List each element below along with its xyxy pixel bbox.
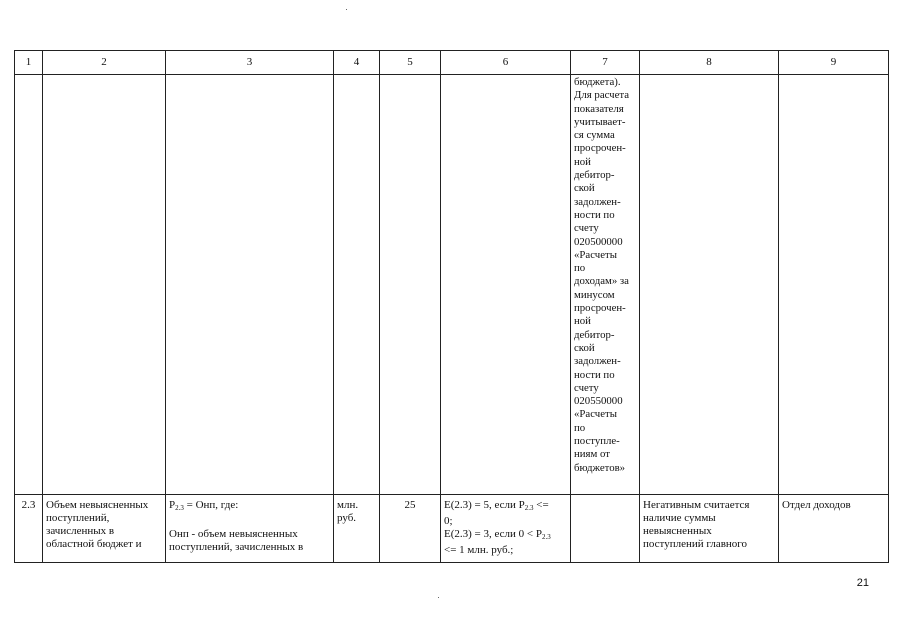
col8-cell xyxy=(640,495,779,563)
weight: 25 xyxy=(404,499,416,511)
row-number-cell xyxy=(15,495,43,563)
text-line: <= 1 млн. руб.; xyxy=(444,544,514,556)
document-table xyxy=(14,50,889,563)
text-line: задолжен- xyxy=(574,355,621,368)
header-cell-8: 8 xyxy=(640,51,779,75)
text-line: 020500000 xyxy=(574,235,623,248)
weight-cell xyxy=(380,495,441,563)
cont-cell-5 xyxy=(380,75,441,495)
scoring xyxy=(441,495,570,559)
text-line: ности по xyxy=(574,368,615,381)
text-line: зачисленных в xyxy=(46,525,115,537)
col7-continuation-text xyxy=(571,75,639,475)
row-number: 2.3 xyxy=(21,499,36,511)
text-line: ской xyxy=(574,341,595,354)
cont-cell-7 xyxy=(571,75,640,495)
text-line: ной xyxy=(574,155,591,168)
col7-value xyxy=(571,495,639,501)
text-line: доходам» за xyxy=(574,275,629,288)
text-line: областной бюджет и xyxy=(46,538,142,550)
text-line: задолжен- xyxy=(574,195,621,208)
header-cell-6: 6 xyxy=(441,51,571,75)
text-line: бюджета). xyxy=(574,76,621,88)
text-line: млн. xyxy=(337,499,359,511)
formula-symbol: P xyxy=(169,499,176,511)
text-line: поступлений, xyxy=(46,512,110,524)
formula-subscript: 2.3 xyxy=(175,504,184,512)
cont-cell-3 xyxy=(166,75,334,495)
text-line: дебитор- xyxy=(574,169,615,182)
text-line: поступлений, зачисленных в xyxy=(169,541,304,553)
text-line: счету xyxy=(574,222,599,235)
text-line: Онп - объем невыясненных xyxy=(169,528,298,540)
header-cell-1: 1 xyxy=(15,51,43,75)
text-line: Негативным считается xyxy=(643,499,750,511)
col8-text xyxy=(640,495,778,553)
header-cell-7: 7 xyxy=(571,51,640,75)
col7-cell xyxy=(571,495,640,563)
formula xyxy=(166,495,333,556)
scoring-cell xyxy=(441,495,571,563)
indicator-name xyxy=(43,495,165,553)
text-line: по xyxy=(574,421,586,434)
text-line: Для расчета xyxy=(574,89,630,102)
unit-cell xyxy=(334,495,380,563)
header-cell-9: 9 xyxy=(779,51,889,75)
formula-cell xyxy=(166,495,334,563)
text-line: «Расчеты xyxy=(574,408,617,421)
responsible-department: Отдел доходов xyxy=(782,499,851,511)
text-line: учитывает- xyxy=(574,115,626,128)
text-line: E(2.3) = 5, если $P_{2.3}$ <= xyxy=(444,499,549,512)
text-line: «Расчеты xyxy=(574,248,617,261)
cont-cell-6 xyxy=(441,75,571,495)
text-line: руб. xyxy=(337,512,357,524)
text-line: E(2.3) = 3, если $0 < P_{2.3}$ xyxy=(444,528,551,541)
cont-cell-4 xyxy=(334,75,380,495)
unit xyxy=(334,495,379,527)
header-row xyxy=(15,51,889,75)
header-cell-3: 3 xyxy=(166,51,334,75)
header-cell-2: 2 xyxy=(43,51,166,75)
indicator-name-cell xyxy=(43,495,166,563)
formula-line xyxy=(169,499,330,515)
text-line: бюджетов» xyxy=(574,461,626,474)
text-line: дебитор- xyxy=(574,328,615,341)
header-cell-4: 4 xyxy=(334,51,380,75)
page-number: 21 xyxy=(856,577,869,589)
text-line: наличие суммы xyxy=(643,512,716,524)
text-line: ской xyxy=(574,182,595,195)
header-cell-5: 5 xyxy=(380,51,441,75)
text-line: показателя xyxy=(574,102,624,115)
continuation-row xyxy=(15,75,889,495)
col9-cell xyxy=(779,495,889,563)
cont-cell-2 xyxy=(43,75,166,495)
cont-cell-9 xyxy=(779,75,889,495)
formula-rest: = Онп, где: xyxy=(183,499,239,511)
text-line: ся сумма xyxy=(574,129,615,142)
text-line: счету xyxy=(574,381,599,394)
text-line: просрочен- xyxy=(574,142,626,155)
text-line: 0; xyxy=(444,515,453,527)
text-line: минусом xyxy=(574,288,615,301)
text-line: просрочен- xyxy=(574,302,626,315)
text-line: по xyxy=(574,262,586,275)
cont-cell-8 xyxy=(640,75,779,495)
text-line: ной xyxy=(574,315,591,328)
text-line: ниям от xyxy=(574,448,611,461)
text-line: невыясненных xyxy=(643,525,712,537)
text-line: 020550000 xyxy=(574,395,623,408)
text-line: Объем невыясненных xyxy=(46,499,149,511)
cont-cell-1 xyxy=(15,75,43,495)
text-line: поступле- xyxy=(574,435,620,448)
indicator-row-2-3 xyxy=(15,495,889,563)
text-line: ности по xyxy=(574,208,615,221)
text-line: поступлений главного xyxy=(643,538,748,550)
